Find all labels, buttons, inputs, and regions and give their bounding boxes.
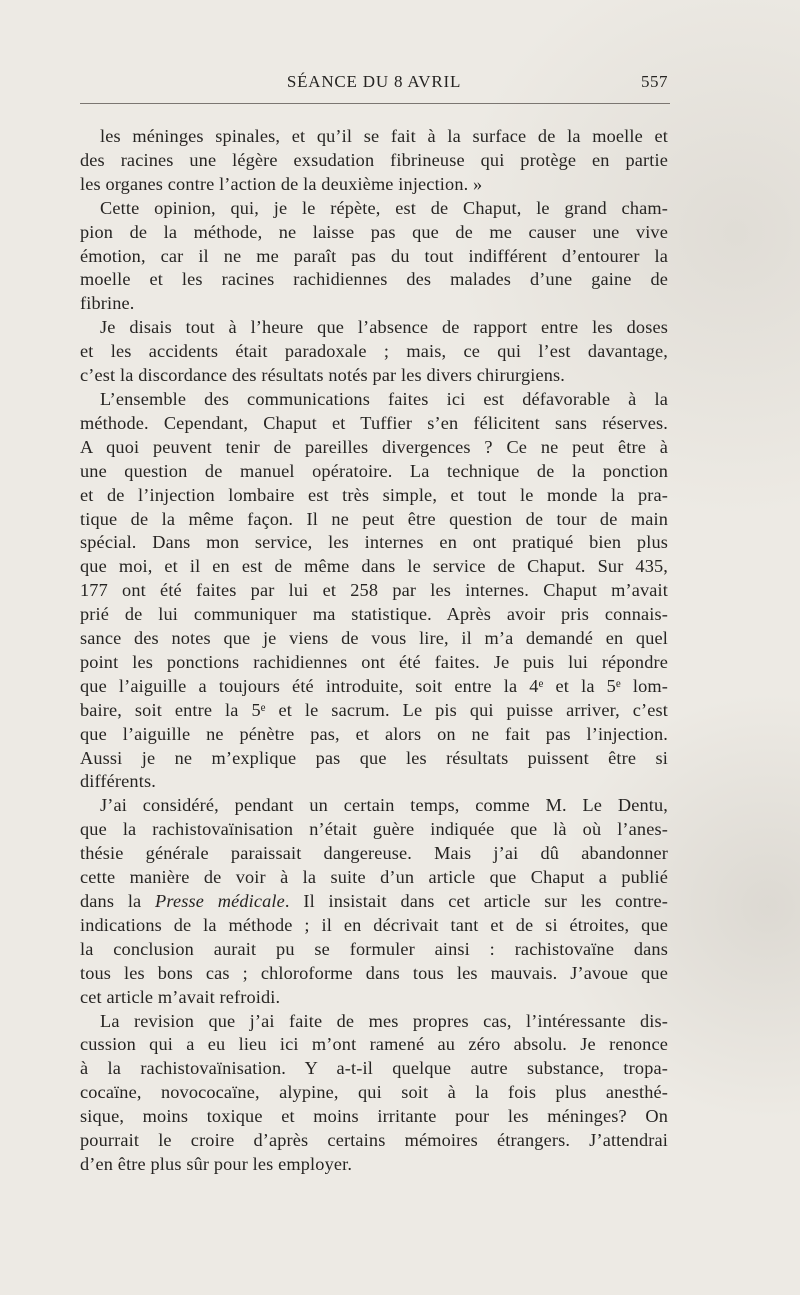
text-line: différents. xyxy=(80,771,156,792)
paragraph xyxy=(80,794,668,1009)
paragraph xyxy=(80,388,668,794)
text-line: les méninges spinales, et qu’il se fait à la surface de la moelle et xyxy=(100,126,668,146)
text-line: c’est la discordance des résultats notés par les divers chirurgiens. xyxy=(80,365,566,386)
paragraph xyxy=(80,197,668,317)
text-line: d’en être plus sûr pour les employer. xyxy=(80,1153,353,1174)
text-line: une question de manuel opératoire. La technique de la ponction xyxy=(80,460,668,481)
text-line: prié de lui communiquer ma statistique. Après avoir pris connais- xyxy=(80,604,668,625)
text-line: Aussi je ne m’explique pas que les résultats puissent être si xyxy=(80,747,668,768)
text-line: sance des notes que je viens de vous lire, il m’a demandé en quel xyxy=(80,628,668,649)
text-line: émotion, car il ne me paraît pas du tout indifférent d’entourer la xyxy=(80,245,668,266)
paragraph xyxy=(80,125,668,197)
text-line: cette manière de voir à la suite d’un article que Chaput a publié xyxy=(80,867,668,888)
paragraph xyxy=(80,316,668,388)
text-line: cocaïne, novococaïne, alypine, qui soit à la fois plus anesthé- xyxy=(80,1082,668,1103)
running-head: SÉANCE DU 8 AVRIL xyxy=(286,72,462,91)
text-line: cet article m’avait refroidi. xyxy=(80,986,281,1007)
text-line: spécial. Dans mon service, les internes en ont pratiqué bien plus xyxy=(80,532,668,553)
text-line: tique de la même façon. Il ne peut être question de tour de main xyxy=(80,508,668,529)
text-line: pourrait le croire d’après certains mémoires étrangers. J’attendrai xyxy=(80,1130,668,1151)
text-line: que la rachistovaïnisation n’était guère indiquée que là où l’anes- xyxy=(80,819,668,840)
text-line: baire, soit entre la 5ᵉ et le sacrum. Le pis qui puisse arriver, c’est xyxy=(80,699,668,720)
text-line: J’ai considéré, pendant un certain temps, comme M. Le Dentu, xyxy=(100,795,668,816)
text-line: moelle et les racines rachidiennes des malades d’une gaine de xyxy=(80,269,668,290)
text-line: les organes contre l’action de la deuxième injection. » xyxy=(80,173,483,194)
text-line: dans la Presse médicale. Il insistait dans cet article sur les contre- xyxy=(80,891,668,911)
text-line: et de l’injection lombaire est très simple, et tout le monde la pra- xyxy=(80,484,668,505)
text-line: A quoi peuvent tenir de pareilles divergences ? Ce ne peut être à xyxy=(80,436,668,457)
body-text xyxy=(80,125,668,1177)
page-header xyxy=(80,72,668,100)
text-line: La revision que j’ai faite de mes propres cas, l’intéressante dis- xyxy=(100,1010,668,1031)
text-line: des racines une légère exsudation fibrineuse qui protège en partie xyxy=(80,149,668,170)
text-line: sique, moins toxique et moins irritante pour les méninges? On xyxy=(80,1106,668,1127)
page-number: 557 xyxy=(641,72,668,91)
text-line: tous les bons cas ; chloroforme dans tous les mauvais. J’avoue que xyxy=(80,962,668,983)
text-line: à la rachistovaïnisation. Y a-t-il quelque autre substance, tropa- xyxy=(80,1058,668,1079)
text-line: cussion qui a eu lieu ici m’ont ramené au zéro absolu. Je renonce xyxy=(80,1034,668,1055)
text-line: 177 ont été faites par lui et 258 par les internes. Chaput m’avait xyxy=(80,580,668,601)
text-line: indications de la méthode ; il en décrivait tant et de si étroites, que xyxy=(80,914,668,935)
text-line: et les accidents était paradoxale ; mais, ce qui l’est davantage, xyxy=(80,341,668,362)
text-line: Je disais tout à l’heure que l’absence de rapport entre les doses xyxy=(100,317,668,338)
text-line: que moi, et il en est de même dans le service de Chaput. Sur 435, xyxy=(80,556,668,577)
text-line: fibrine. xyxy=(80,293,135,314)
text-line: méthode. Cependant, Chaput et Tuffier s’en félicitent sans réserves. xyxy=(80,412,668,433)
text-line: thésie générale paraissait dangereuse. Mais j’ai dû abandonner xyxy=(80,843,668,864)
paragraph xyxy=(80,1010,668,1177)
header-rule xyxy=(80,103,670,104)
text-line: que l’aiguille ne pénètre pas, et alors on ne fait pas l’injection. xyxy=(80,723,668,744)
text-line: Cette opinion, qui, je le répète, est de Chaput, le grand cham- xyxy=(100,197,668,218)
text-line: L’ensemble des communications faites ici est défavorable à la xyxy=(100,388,668,409)
text-line: la conclusion aurait pu se formuler ainsi : rachistovaïne dans xyxy=(80,938,668,959)
text-line: pion de la méthode, ne laisse pas que de me causer une vive xyxy=(80,221,668,242)
text-line: point les ponctions rachidiennes ont été faites. Je puis lui répondre xyxy=(80,651,668,672)
text-line: que l’aiguille a toujours été introduite, soit entre la 4ᵉ et la 5ᵉ lom- xyxy=(80,675,668,696)
